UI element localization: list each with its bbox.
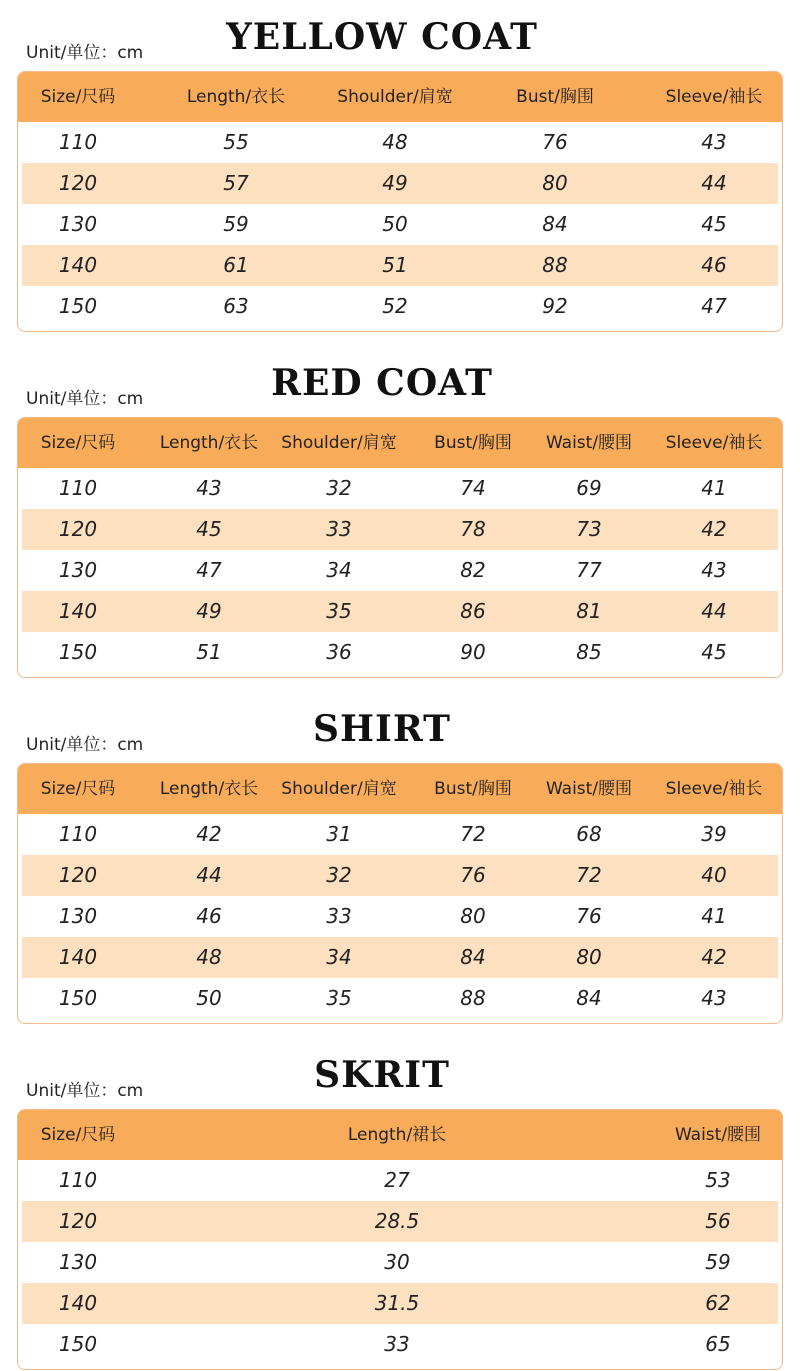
measurement-cell: 72 bbox=[460, 822, 486, 846]
table-bottom-padding bbox=[18, 327, 782, 331]
size-cell: 130 bbox=[58, 904, 98, 928]
measurement-cell: 77 bbox=[576, 558, 602, 582]
measurement-cell: 43 bbox=[701, 130, 727, 154]
size-cell: 120 bbox=[58, 517, 98, 541]
column-header: Length/衣长 bbox=[159, 779, 259, 799]
measurement-cell: 41 bbox=[701, 476, 727, 500]
column-header: Length/衣长 bbox=[186, 87, 286, 107]
measurement-cell: 34 bbox=[326, 945, 352, 969]
unit-label: Unit/单位：cm bbox=[26, 735, 144, 755]
measurement-cell: 59 bbox=[223, 212, 249, 236]
measurement-cell: 73 bbox=[576, 517, 602, 541]
column-header: Shoulder/肩宽 bbox=[337, 87, 453, 107]
measurement-cell: 65 bbox=[705, 1332, 731, 1356]
table-row bbox=[22, 286, 778, 327]
measurement-cell: 31 bbox=[326, 822, 352, 846]
column-header: Bust/胸围 bbox=[434, 433, 512, 453]
measurement-cell: 32 bbox=[326, 863, 352, 887]
measurement-cell: 84 bbox=[542, 212, 568, 236]
unit-label: Unit/单位：cm bbox=[26, 43, 144, 63]
column-header: Waist/腰围 bbox=[674, 1125, 762, 1145]
measurement-cell: 48 bbox=[196, 945, 222, 969]
measurement-cell: 50 bbox=[196, 986, 222, 1010]
size-cell: 140 bbox=[58, 599, 98, 623]
measurement-cell: 57 bbox=[223, 171, 249, 195]
measurement-cell: 31.5 bbox=[374, 1291, 420, 1315]
measurement-cell: 28.5 bbox=[374, 1209, 420, 1233]
measurement-cell: 33 bbox=[326, 517, 352, 541]
table-row bbox=[22, 163, 778, 204]
column-header: Sleeve/袖长 bbox=[665, 433, 763, 453]
measurement-cell: 59 bbox=[705, 1250, 731, 1274]
measurement-cell: 76 bbox=[576, 904, 602, 928]
measurement-cell: 68 bbox=[576, 822, 602, 846]
size-cell: 150 bbox=[58, 294, 98, 318]
size-cell: 130 bbox=[58, 558, 98, 582]
measurement-cell: 49 bbox=[196, 599, 222, 623]
measurement-cell: 76 bbox=[542, 130, 568, 154]
column-header: Size/尺码 bbox=[40, 433, 116, 453]
measurement-cell: 34 bbox=[326, 558, 352, 582]
measurement-cell: 36 bbox=[326, 640, 352, 664]
measurement-cell: 53 bbox=[705, 1168, 731, 1192]
measurement-cell: 82 bbox=[460, 558, 486, 582]
column-header: Bust/胸围 bbox=[516, 87, 594, 107]
column-header: Sleeve/袖长 bbox=[665, 779, 763, 799]
yellow-coat-title: YELLOW COAT bbox=[226, 16, 538, 58]
table-row bbox=[22, 591, 778, 632]
measurement-cell: 33 bbox=[384, 1332, 410, 1356]
measurement-cell: 86 bbox=[460, 599, 486, 623]
table-row bbox=[22, 550, 778, 591]
measurement-cell: 44 bbox=[196, 863, 222, 887]
measurement-cell: 88 bbox=[542, 253, 568, 277]
measurement-cell: 51 bbox=[196, 640, 222, 664]
measurement-cell: 27 bbox=[384, 1168, 410, 1192]
measurement-cell: 35 bbox=[326, 986, 352, 1010]
measurement-cell: 33 bbox=[326, 904, 352, 928]
measurement-cell: 72 bbox=[576, 863, 602, 887]
table-header-row bbox=[18, 1110, 782, 1160]
measurement-cell: 80 bbox=[576, 945, 602, 969]
measurement-cell: 44 bbox=[701, 599, 727, 623]
measurement-cell: 80 bbox=[460, 904, 486, 928]
measurement-cell: 56 bbox=[705, 1209, 731, 1233]
measurement-cell: 90 bbox=[460, 640, 486, 664]
measurement-cell: 85 bbox=[576, 640, 602, 664]
size-cell: 140 bbox=[58, 1291, 98, 1315]
table-row bbox=[22, 814, 778, 855]
size-cell: 120 bbox=[58, 863, 98, 887]
size-cell: 110 bbox=[58, 1168, 98, 1192]
column-header: Size/尺码 bbox=[40, 1125, 116, 1145]
measurement-cell: 49 bbox=[382, 171, 408, 195]
size-cell: 150 bbox=[58, 640, 98, 664]
table-row bbox=[22, 1324, 778, 1365]
red-coat-title: RED COAT bbox=[271, 362, 493, 404]
table-row bbox=[22, 509, 778, 550]
column-header: Length/裙长 bbox=[347, 1125, 447, 1145]
measurement-cell: 46 bbox=[701, 253, 727, 277]
table-row bbox=[22, 1283, 778, 1324]
measurement-cell: 84 bbox=[576, 986, 602, 1010]
size-cell: 150 bbox=[58, 986, 98, 1010]
table-bottom-padding bbox=[18, 1365, 782, 1369]
column-header: Bust/胸围 bbox=[434, 779, 512, 799]
column-header: Size/尺码 bbox=[40, 87, 116, 107]
measurement-cell: 48 bbox=[382, 130, 408, 154]
red-coat-size-table bbox=[17, 417, 783, 678]
column-header: Size/尺码 bbox=[40, 779, 116, 799]
size-cell: 120 bbox=[58, 171, 98, 195]
skrit-title: SKRIT bbox=[314, 1054, 450, 1096]
column-header: Waist/腰围 bbox=[545, 779, 633, 799]
table-row bbox=[22, 122, 778, 163]
measurement-cell: 55 bbox=[223, 130, 249, 154]
size-cell: 130 bbox=[58, 1250, 98, 1274]
size-cell: 110 bbox=[58, 822, 98, 846]
column-header: Waist/腰围 bbox=[545, 433, 633, 453]
measurement-cell: 92 bbox=[542, 294, 568, 318]
measurement-cell: 42 bbox=[701, 517, 727, 541]
measurement-cell: 44 bbox=[701, 171, 727, 195]
column-header: Shoulder/肩宽 bbox=[281, 779, 397, 799]
table-row bbox=[22, 1201, 778, 1242]
measurement-cell: 63 bbox=[223, 294, 249, 318]
measurement-cell: 76 bbox=[460, 863, 486, 887]
measurement-cell: 45 bbox=[701, 212, 727, 236]
shirt-size-table bbox=[17, 763, 783, 1024]
table-row bbox=[22, 632, 778, 673]
table-bottom-padding bbox=[18, 673, 782, 677]
size-cell: 110 bbox=[58, 476, 98, 500]
measurement-cell: 47 bbox=[701, 294, 727, 318]
measurement-cell: 51 bbox=[382, 253, 408, 277]
table-row bbox=[22, 937, 778, 978]
measurement-cell: 81 bbox=[576, 599, 602, 623]
column-header: Sleeve/袖长 bbox=[665, 87, 763, 107]
measurement-cell: 78 bbox=[460, 517, 486, 541]
measurement-cell: 43 bbox=[701, 986, 727, 1010]
size-cell: 150 bbox=[58, 1332, 98, 1356]
table-header-row bbox=[18, 764, 782, 814]
measurement-cell: 45 bbox=[196, 517, 222, 541]
measurement-cell: 30 bbox=[384, 1250, 410, 1274]
column-header: Shoulder/肩宽 bbox=[281, 433, 397, 453]
measurement-cell: 88 bbox=[460, 986, 486, 1010]
measurement-cell: 41 bbox=[701, 904, 727, 928]
table-header-row bbox=[18, 72, 782, 122]
table-row bbox=[22, 855, 778, 896]
size-cell: 140 bbox=[58, 945, 98, 969]
table-bottom-padding bbox=[18, 1019, 782, 1023]
skrit-size-table bbox=[17, 1109, 783, 1370]
measurement-cell: 47 bbox=[196, 558, 222, 582]
measurement-cell: 43 bbox=[701, 558, 727, 582]
measurement-cell: 62 bbox=[705, 1291, 731, 1315]
table-row bbox=[22, 896, 778, 937]
measurement-cell: 40 bbox=[701, 863, 727, 887]
size-cell: 130 bbox=[58, 212, 98, 236]
measurement-cell: 50 bbox=[382, 212, 408, 236]
measurement-cell: 43 bbox=[196, 476, 222, 500]
size-cell: 140 bbox=[58, 253, 98, 277]
column-header: Length/衣长 bbox=[159, 433, 259, 453]
yellow-coat-size-table bbox=[17, 71, 783, 332]
measurement-cell: 46 bbox=[196, 904, 222, 928]
measurement-cell: 84 bbox=[460, 945, 486, 969]
measurement-cell: 69 bbox=[576, 476, 602, 500]
measurement-cell: 74 bbox=[460, 476, 486, 500]
measurement-cell: 61 bbox=[223, 253, 249, 277]
table-row bbox=[22, 978, 778, 1019]
measurement-cell: 32 bbox=[326, 476, 352, 500]
measurement-cell: 80 bbox=[542, 171, 568, 195]
table-row bbox=[22, 1160, 778, 1201]
table-row bbox=[22, 1242, 778, 1283]
measurement-cell: 45 bbox=[701, 640, 727, 664]
unit-label: Unit/单位：cm bbox=[26, 1081, 144, 1101]
measurement-cell: 39 bbox=[701, 822, 727, 846]
shirt-title: SHIRT bbox=[313, 708, 451, 750]
size-cell: 110 bbox=[58, 130, 98, 154]
table-row bbox=[22, 468, 778, 509]
table-row bbox=[22, 245, 778, 286]
measurement-cell: 52 bbox=[382, 294, 408, 318]
table-row bbox=[22, 204, 778, 245]
measurement-cell: 42 bbox=[196, 822, 222, 846]
measurement-cell: 42 bbox=[701, 945, 727, 969]
unit-label: Unit/单位：cm bbox=[26, 389, 144, 409]
measurement-cell: 35 bbox=[326, 599, 352, 623]
table-header-row bbox=[18, 418, 782, 468]
size-cell: 120 bbox=[58, 1209, 98, 1233]
